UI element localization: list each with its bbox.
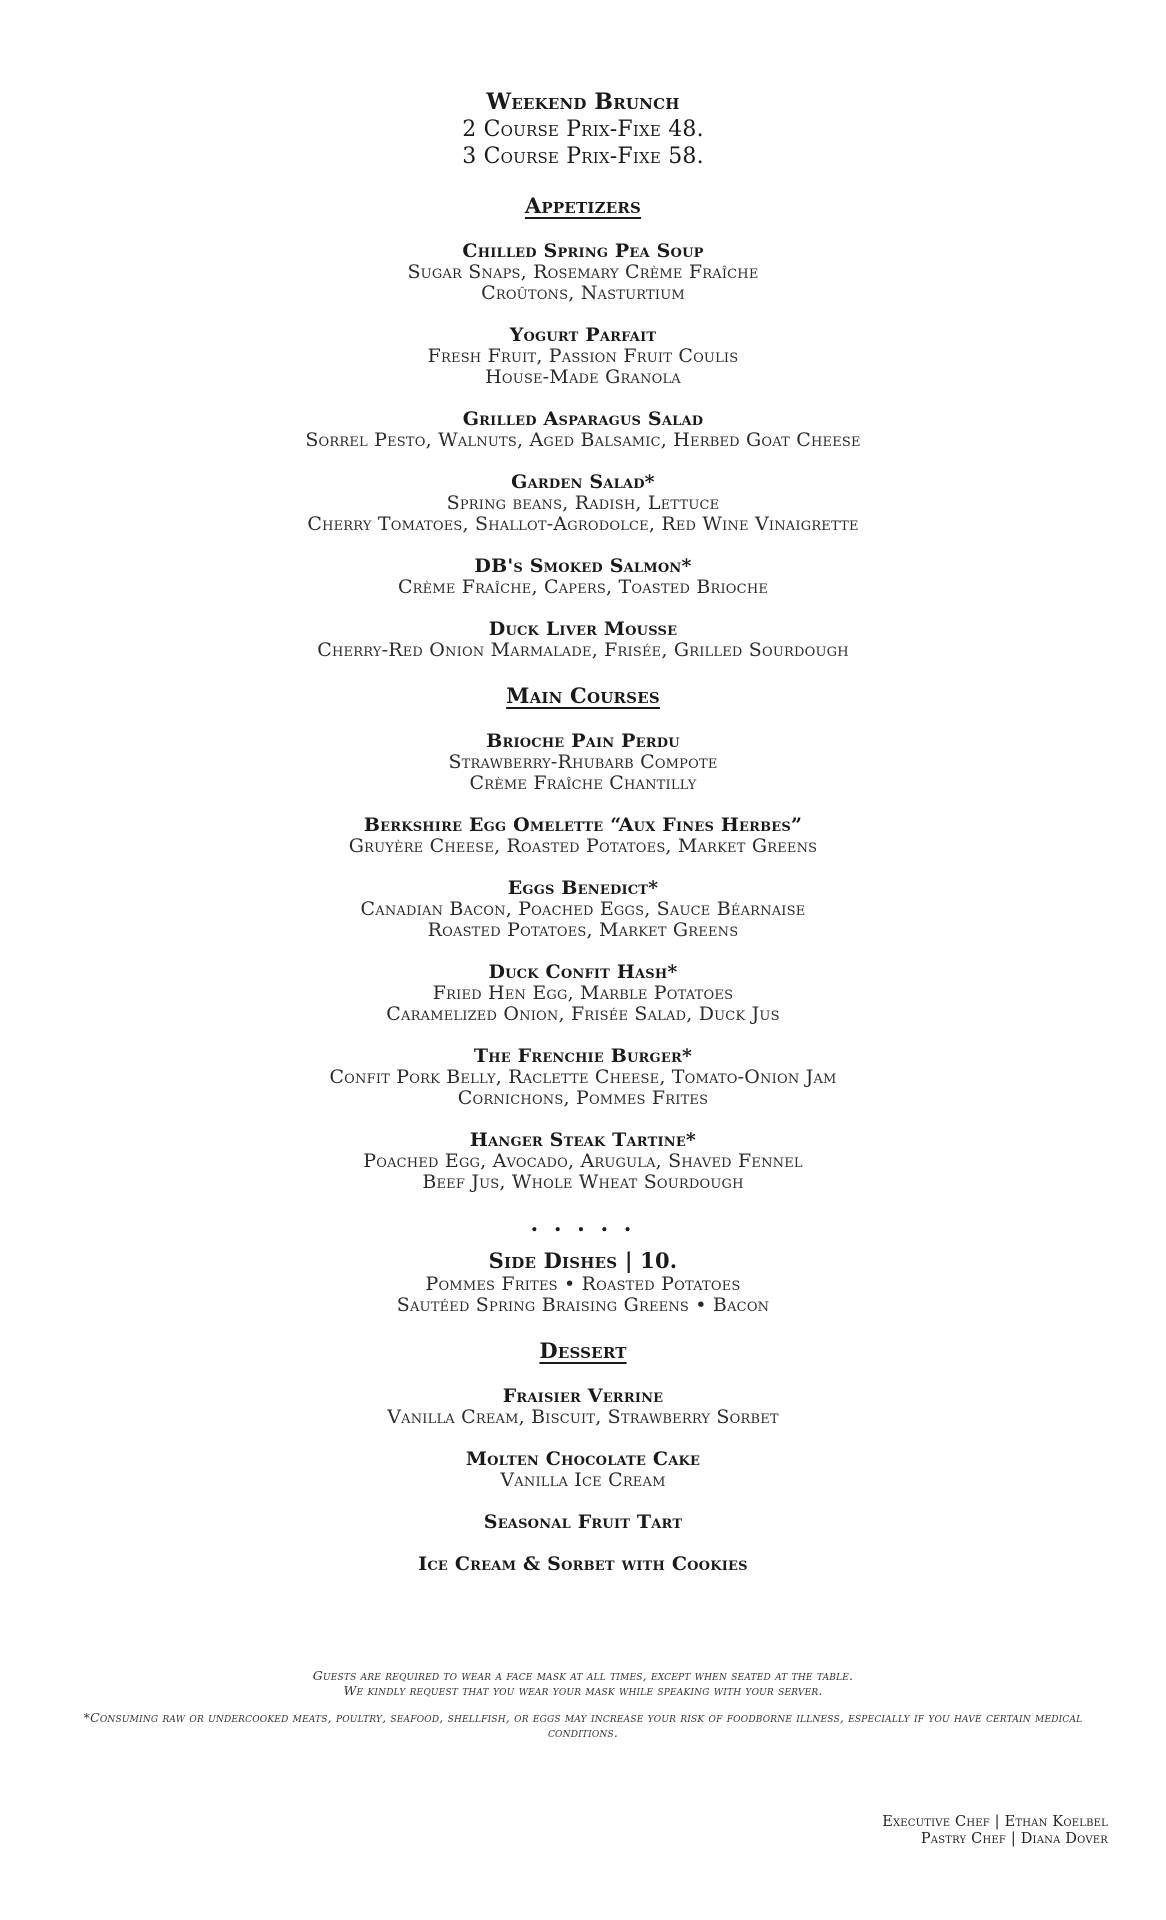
item-description: Cherry Tomatoes, Shallot-Agrodolce, Red Wine Vinaigrette xyxy=(307,513,859,535)
item-description: Fresh Fruit, Passion Fruit Coulis xyxy=(427,345,739,367)
item-name: Chilled Spring Pea Soup xyxy=(462,240,704,262)
item-description: Fried Hen Egg, Marble Potatoes xyxy=(432,982,734,1004)
item-description: Gruyère Cheese, Roasted Potatoes, Market Greens xyxy=(348,835,818,857)
item-name: Seasonal Fruit Tart xyxy=(483,1511,683,1533)
appetizers-heading: Appetizers xyxy=(524,193,642,218)
item-name: Yogurt Parfait xyxy=(509,324,657,346)
appetizers-item xyxy=(0,241,1166,304)
item-description: House-Made Granola xyxy=(485,366,681,388)
notes-block xyxy=(60,1668,1106,1740)
item-description: Sorrel Pesto, Walnuts, Aged Balsamic, Herbed Goat Cheese xyxy=(305,429,861,451)
side-dishes xyxy=(0,1248,1166,1316)
item-name: DB's Smoked Salmon* xyxy=(474,555,692,577)
side-dishes-title: Side Dishes | 10. xyxy=(488,1248,678,1273)
main-courses-item xyxy=(0,731,1166,794)
executive-chef: Executive Chef | Ethan Koelbel xyxy=(882,1814,1108,1830)
item-description: Caramelized Onion, Frisée Salad, Duck Jus xyxy=(386,1003,780,1025)
dessert-item xyxy=(0,1449,1166,1491)
item-name: Garden Salad* xyxy=(511,471,655,493)
appetizers-item xyxy=(0,619,1166,661)
prix-fixe-3-course: 3 Course Prix-Fixe 58. xyxy=(462,144,704,169)
item-description: Vanilla Cream, Biscuit, Strawberry Sorbet xyxy=(387,1406,779,1428)
item-name: Fraisier Verrine xyxy=(502,1385,664,1407)
menu-title: Weekend Brunch xyxy=(486,89,680,115)
menu-header xyxy=(0,88,1166,170)
item-description: Confit Pork Belly, Raclette Cheese, Tomato-Onion Jam xyxy=(329,1066,837,1088)
dessert-item xyxy=(0,1554,1166,1575)
item-name: Eggs Benedict* xyxy=(507,877,659,899)
mask-notice-1: Guests are required to wear a face mask at all times, except when seated at the table. xyxy=(312,1668,854,1683)
section-divider: . . . . . xyxy=(530,1211,636,1237)
item-description: Strawberry-Rhubarb Compote xyxy=(448,751,718,773)
item-description: Sugar Snaps, Rosemary Crème Fraîche xyxy=(407,261,759,283)
item-description: Crème Fraîche, Capers, Toasted Brioche xyxy=(397,576,769,598)
pastry-chef: Pastry Chef | Diana Dover xyxy=(920,1831,1108,1847)
item-name: Berkshire Egg Omelette “Aux Fines Herbes” xyxy=(363,814,803,836)
item-description: Roasted Potatoes, Market Greens xyxy=(427,919,739,941)
item-description: Canadian Bacon, Poached Eggs, Sauce Béarnaise xyxy=(360,898,806,920)
item-description: Spring beans, Radish, Lettuce xyxy=(446,492,720,514)
main-courses-item xyxy=(0,1046,1166,1109)
appetizers-item xyxy=(0,409,1166,451)
item-name: The Frenchie Burger* xyxy=(473,1045,693,1067)
item-description: Vanilla Ice Cream xyxy=(500,1469,666,1491)
main-courses-heading: Main Courses xyxy=(506,683,660,708)
main-courses-item xyxy=(0,815,1166,857)
dessert-item xyxy=(0,1512,1166,1533)
item-name: Grilled Asparagus Salad xyxy=(462,408,704,430)
appetizers-item xyxy=(0,325,1166,388)
appetizers-item xyxy=(0,472,1166,535)
credits-block xyxy=(882,1814,1108,1848)
item-name: Ice Cream & Sorbet with Cookies xyxy=(418,1553,748,1575)
menu-body xyxy=(0,192,1166,1596)
item-description: Cherry-Red Onion Marmalade, Frisée, Grilled Sourdough xyxy=(317,639,849,661)
item-name: Duck Confit Hash* xyxy=(488,961,678,983)
side-dishes-line2: Sautéed Spring Braising Greens • Bacon xyxy=(396,1294,770,1316)
dessert-item xyxy=(0,1386,1166,1428)
item-description: Beef Jus, Whole Wheat Sourdough xyxy=(422,1171,744,1193)
item-description: Poached Egg, Avocado, Arugula, Shaved Fennel xyxy=(363,1150,803,1172)
mask-notice-2: We kindly request that you wear your mask while speaking with your server. xyxy=(343,1683,823,1698)
item-description: Cornichons, Pommes Frites xyxy=(457,1087,709,1109)
item-name: Duck Liver Mousse xyxy=(488,618,678,640)
prix-fixe-2-course: 2 Course Prix-Fixe 48. xyxy=(462,117,704,142)
dessert-heading: Dessert xyxy=(539,1338,627,1363)
item-name: Hanger Steak Tartine* xyxy=(469,1129,697,1151)
item-description: Crème Fraîche Chantilly xyxy=(469,772,697,794)
appetizers-item xyxy=(0,556,1166,598)
foodborne-warning: *Consuming raw or undercooked meats, poultry, seafood, shellfish, or eggs may increase your risk of foodborne illness, especially if you have certain medical conditions. xyxy=(83,1710,1083,1740)
item-name: Brioche Pain Perdu xyxy=(486,730,680,752)
side-dishes-line1: Pommes Frites • Roasted Potatoes xyxy=(425,1273,741,1295)
main-courses-item xyxy=(0,1130,1166,1193)
main-courses-item xyxy=(0,962,1166,1025)
item-description: Croûtons, Nasturtium xyxy=(481,282,685,304)
item-name: Molten Chocolate Cake xyxy=(465,1448,701,1470)
main-courses-item xyxy=(0,878,1166,941)
